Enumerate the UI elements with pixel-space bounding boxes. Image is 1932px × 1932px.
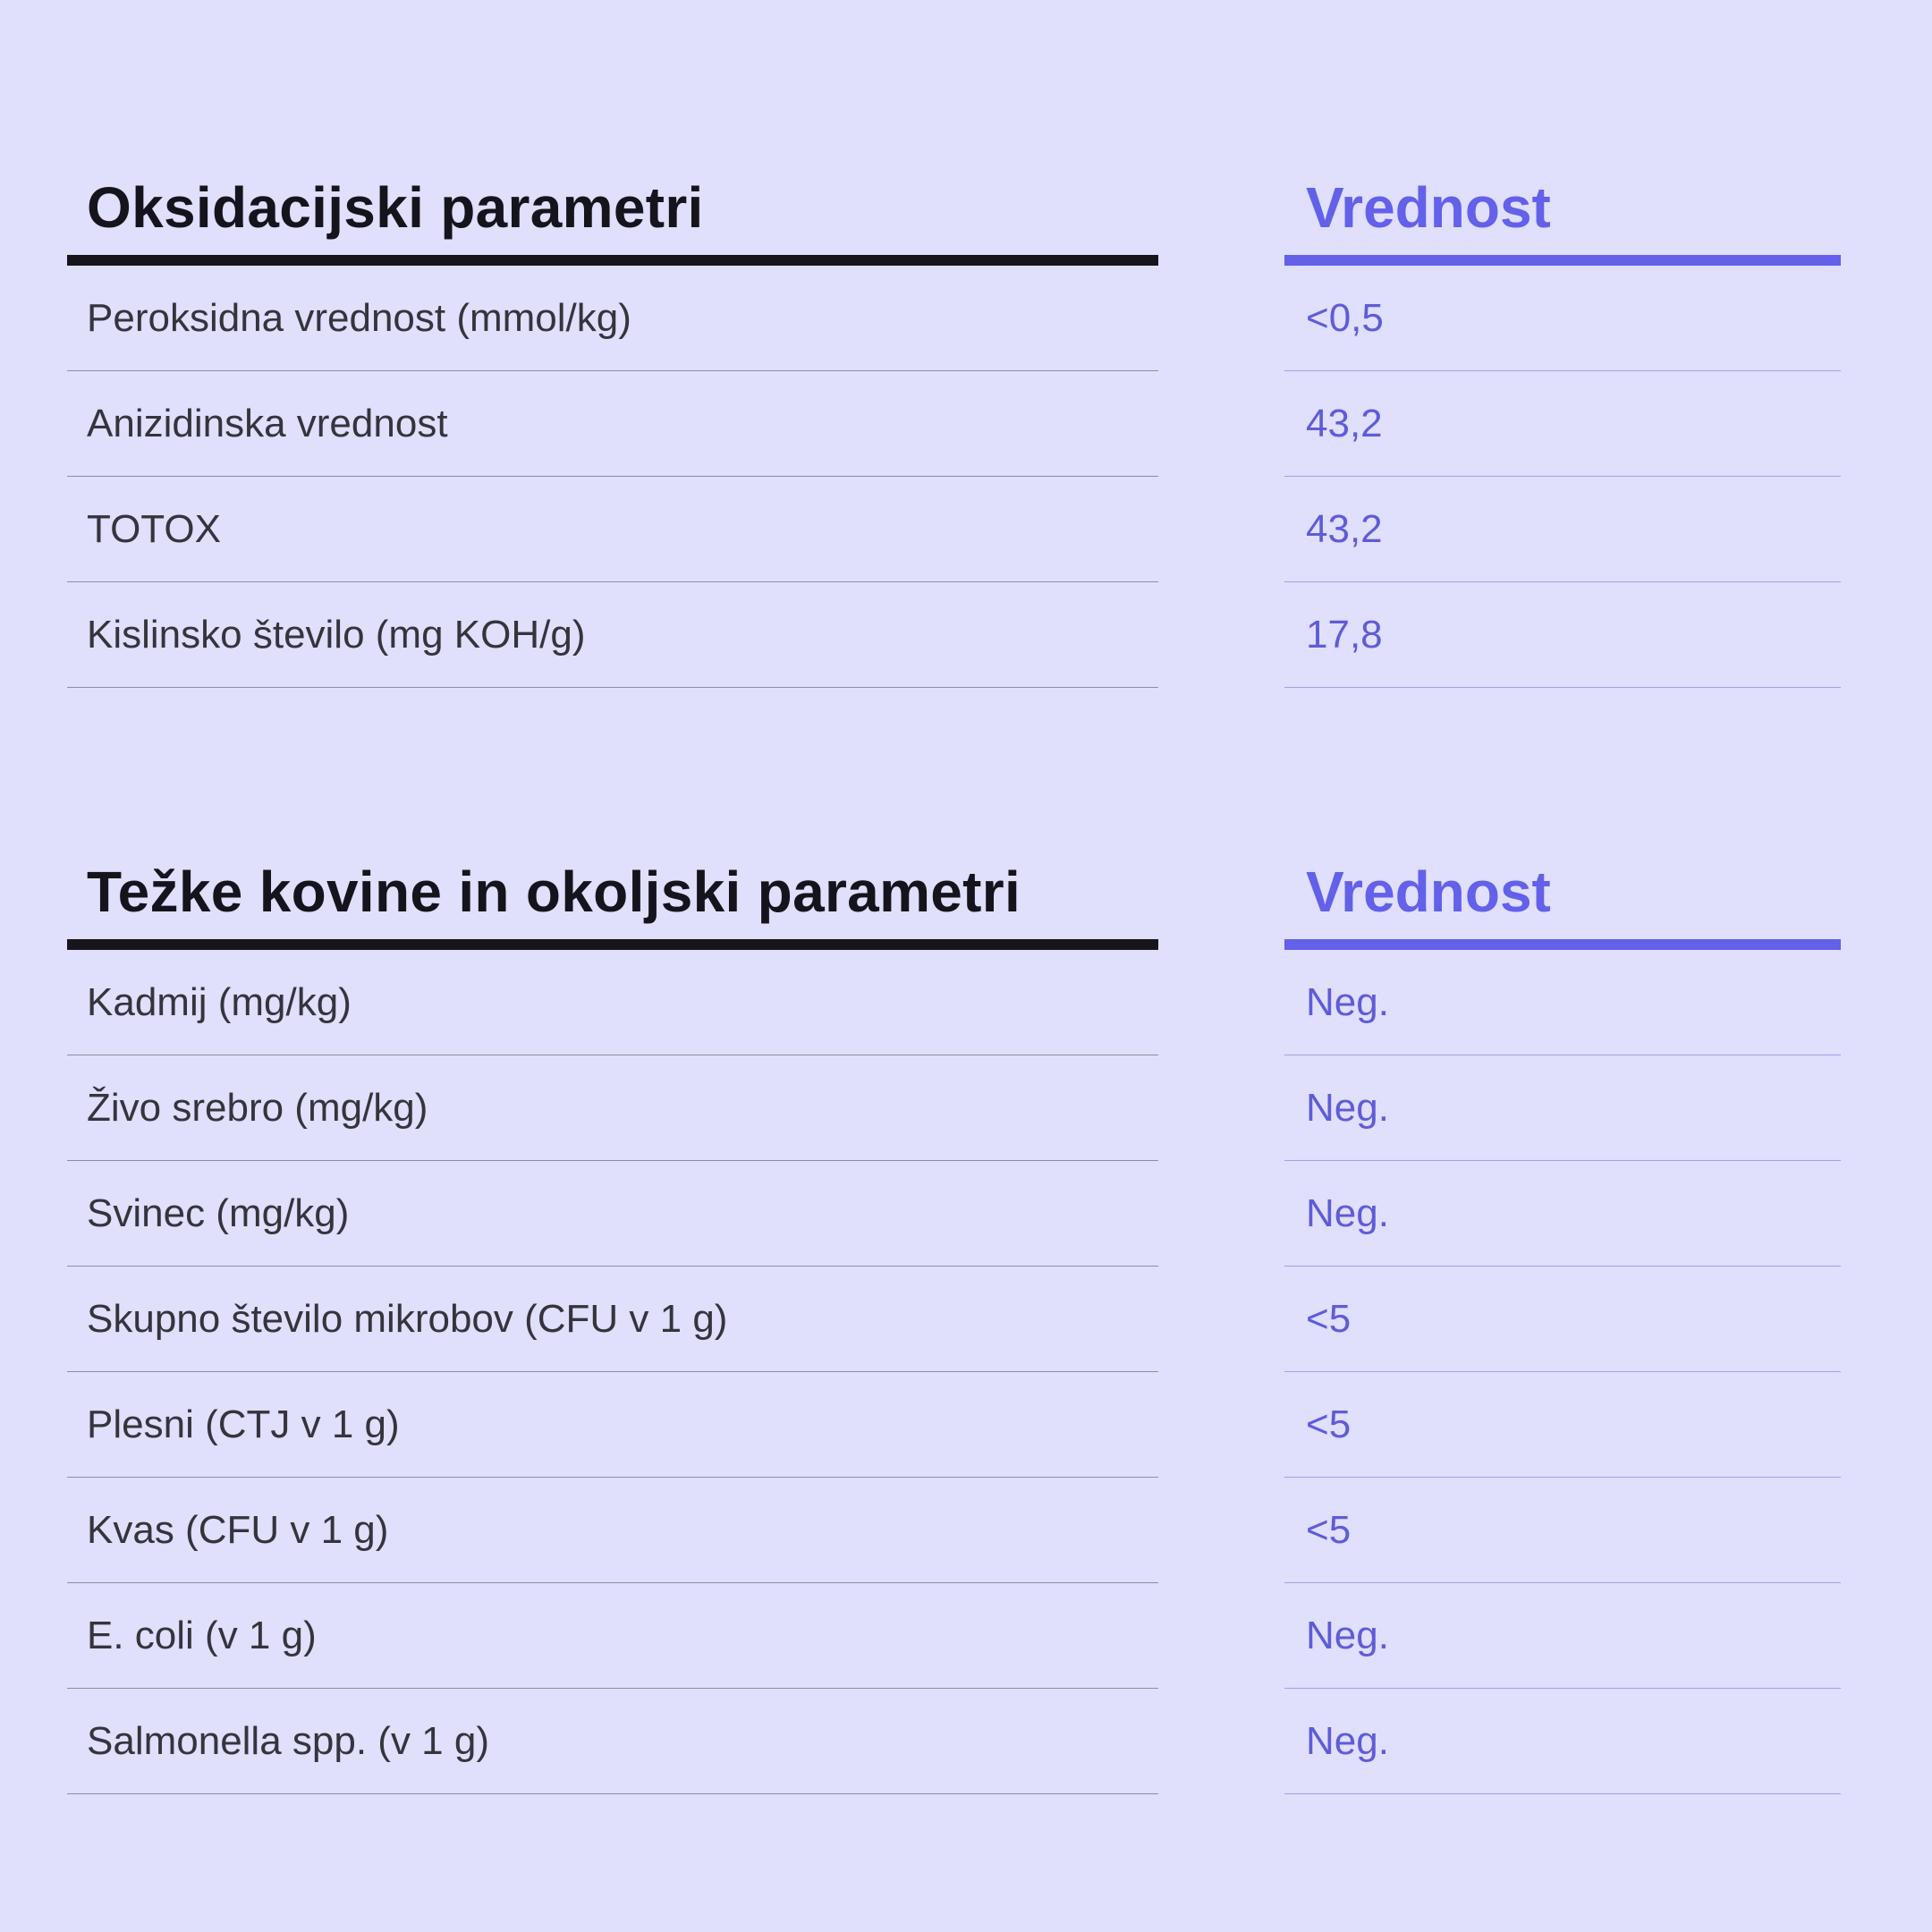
table-row — [67, 477, 1158, 582]
parameter-label: Kvas (CFU v 1 g) — [87, 1507, 389, 1552]
parameter-value: Neg. — [1306, 1613, 1389, 1657]
parameter-value: Neg. — [1306, 979, 1389, 1024]
table-row — [1284, 1372, 1841, 1478]
parameter-value: 17,8 — [1306, 612, 1383, 657]
heavy-metals-header — [67, 850, 1158, 950]
table-row — [1284, 477, 1841, 582]
table-row — [1284, 266, 1841, 371]
oxidation-parameter-column — [67, 165, 1158, 688]
parameter-label: Peroksidna vrednost (mmol/kg) — [87, 295, 631, 340]
parameter-value: Neg. — [1306, 1191, 1389, 1235]
table-row — [67, 1267, 1158, 1372]
table-row — [1284, 1267, 1841, 1372]
oxidation-title: Oksidacijski parametri — [87, 175, 704, 240]
heavy-metals-header-rule — [67, 939, 1158, 950]
table-row — [67, 1372, 1158, 1478]
heavy-metals-title: Težke kovine in okoljski parametri — [87, 860, 1021, 924]
table-row — [67, 1161, 1158, 1267]
table-row — [1284, 1055, 1841, 1161]
table-row — [67, 266, 1158, 371]
parameter-label: Plesni (CTJ v 1 g) — [87, 1402, 400, 1446]
oxidation-header — [67, 165, 1158, 266]
table-row — [1284, 371, 1841, 477]
heavy-metals-value-column — [1284, 850, 1841, 1794]
parameter-label: Kadmij (mg/kg) — [87, 979, 352, 1024]
parameter-value: <5 — [1306, 1296, 1352, 1341]
parameter-value: 43,2 — [1306, 506, 1383, 551]
table-row — [1284, 1161, 1841, 1267]
table-row — [1284, 1583, 1841, 1689]
value-header-title: Vrednost — [1306, 860, 1551, 924]
table-row — [67, 1055, 1158, 1161]
parameter-value: <5 — [1306, 1402, 1352, 1446]
table-row — [67, 950, 1158, 1055]
table-row — [67, 371, 1158, 477]
parameter-value: <5 — [1306, 1507, 1352, 1552]
table-row — [67, 582, 1158, 688]
parameter-label: TOTOX — [87, 506, 221, 551]
parameter-label: Anizidinska vrednost — [87, 401, 448, 445]
table-row — [1284, 1689, 1841, 1794]
value-header-title: Vrednost — [1306, 175, 1551, 240]
parameter-label: Salmonella spp. (v 1 g) — [87, 1718, 489, 1763]
heavy-metals-parameter-column — [67, 850, 1158, 1794]
parameter-label: Živo srebro (mg/kg) — [87, 1085, 428, 1130]
parameter-label: Kislinsko število (mg KOH/g) — [87, 612, 586, 657]
parameter-value: 43,2 — [1306, 401, 1383, 445]
oxidation-value-header — [1284, 165, 1841, 266]
table-row — [67, 1478, 1158, 1583]
table-row — [67, 1583, 1158, 1689]
value-header-rule — [1284, 255, 1841, 266]
table-row — [67, 1689, 1158, 1794]
parameter-label: Skupno število mikrobov (CFU v 1 g) — [87, 1296, 728, 1341]
oxidation-value-column — [1284, 165, 1841, 688]
parameter-label: E. coli (v 1 g) — [87, 1613, 317, 1657]
parameter-value: Neg. — [1306, 1718, 1389, 1763]
heavy-metals-value-header — [1284, 850, 1841, 950]
oxidation-header-rule — [67, 255, 1158, 266]
table-row — [1284, 582, 1841, 688]
table-row — [1284, 950, 1841, 1055]
parameter-value: <0,5 — [1306, 295, 1384, 340]
table-row — [1284, 1478, 1841, 1583]
value-header-rule — [1284, 939, 1841, 950]
parameter-label: Svinec (mg/kg) — [87, 1191, 350, 1235]
parameter-value: Neg. — [1306, 1085, 1389, 1130]
